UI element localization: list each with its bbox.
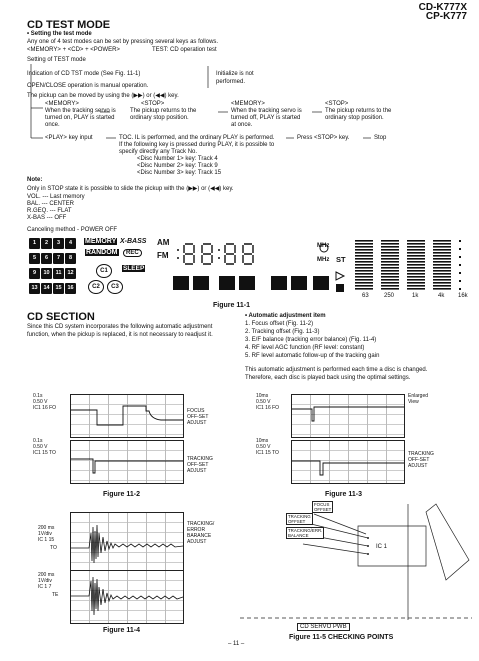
col1-line3: once.: [45, 122, 60, 128]
section-title-cd-test: CD TEST MODE: [27, 19, 111, 31]
fig3-s2-time: 10ms: [256, 438, 269, 444]
page-number: – 11 –: [228, 641, 245, 647]
fig2-scope-1: [70, 394, 184, 438]
pickup-text: The pickup can be moved by using the (▶▶) or (◀◀) key.: [27, 93, 179, 99]
fig3-s1-time: 10ms: [256, 393, 269, 399]
fig3-scope-2: [291, 440, 405, 484]
mhz-indicator-2: MHz: [317, 257, 330, 263]
disc-c3-indicator: C3: [107, 280, 123, 294]
cancel-text: Canceling method - POWER OFF: [27, 227, 118, 233]
model-number-1: CD-K777X: [418, 2, 467, 13]
sleep-indicator: SLEEP: [123, 265, 145, 272]
fig2-s2-time: 0.1s: [33, 438, 43, 444]
cd-servo-pwb-label: CD SERVO PWB: [297, 623, 350, 631]
disc-key-15: 15: [53, 283, 64, 294]
auto-item-1: 1. Focus offset (Fig. 11-2): [245, 321, 314, 327]
note-line3: BAL. --- CENTER: [27, 201, 75, 207]
fig4-scope-1: [70, 512, 184, 571]
auto-item-2: 2. Tracking offset (Fig. 11-3): [245, 329, 320, 335]
stereo-indicator: ST: [336, 255, 346, 264]
col3-line3: at once.: [231, 122, 253, 128]
disc-key-10: 10: [41, 268, 52, 279]
disc-key-13: 13: [29, 283, 40, 294]
cd-section-text-2: function, when the pickup is replaced, it is not necessary to readjust it.: [27, 332, 213, 338]
col4-line2: ordinary stop position.: [325, 115, 384, 121]
fig4-s1-label-3: BARANCE: [187, 533, 212, 539]
test-description: TEST: CD operation test: [152, 47, 217, 53]
fig3-s2-label-3: ADJUST: [408, 463, 428, 469]
col1-key: <MEMORY>: [45, 101, 79, 107]
fig2-s1-label-1: FOCUS: [187, 408, 205, 414]
col2-line1: The pickup returns to the: [130, 108, 197, 114]
note-line1: Only in STOP state it is possible to slide the pickup with the (▶▶) or (◀◀) key.: [27, 186, 234, 192]
display-panel: [27, 238, 472, 302]
memory-indicator: MEMORY: [85, 238, 117, 245]
figure-11-1-caption: Figure 11-1: [213, 302, 250, 309]
fig2-s1-ch: IC1 16 FO: [33, 405, 57, 411]
fig4-s1-sig: TO: [50, 545, 57, 551]
pwb-outline: [240, 500, 479, 640]
fig2-s1-label-2: OFF-SET: [187, 414, 209, 420]
fig2-s2-label-2: OFF-SET: [187, 462, 209, 468]
figure-11-4-caption: Figure 11-4: [103, 627, 140, 634]
disc-key-16: 16: [65, 283, 76, 294]
col2-key: <STOP>: [141, 101, 165, 107]
disc-key-1: 1: [29, 238, 40, 249]
fig3-s1-label-2: View: [408, 399, 419, 405]
model-number-2: CP-K777: [425, 11, 467, 22]
play-line5: <Disc Number 2> key: Track 9: [137, 163, 218, 169]
eq-label-63: 63: [362, 293, 369, 299]
section-title-cd-section: CD SECTION: [27, 311, 95, 323]
setting-heading: • Setting the test mode: [27, 31, 92, 37]
note-line4: R.GEQ. --- FLAT: [27, 208, 72, 214]
fig4-s2-ch: IC 1 7: [38, 584, 52, 590]
disc-key-9: 9: [29, 268, 40, 279]
fig2-s1-volt: 0.50 V: [33, 399, 48, 405]
col3-key: <MEMORY>: [231, 101, 265, 107]
play-line4: <Disc Number 1> key: Track 4: [137, 156, 218, 162]
fig3-s2-label-1: TRACKING: [408, 451, 434, 457]
auto-item-3: 3. E/F balance (tracking error balance) (Fig. 11-4): [245, 337, 377, 343]
openclose-text: OPEN/CLOSE operation is manual operation.: [27, 83, 149, 89]
fig4-scope-2: [70, 570, 184, 624]
col4-key: <STOP>: [325, 101, 349, 107]
fm-indicator: FM: [157, 251, 169, 260]
fig2-s1-time: 0.1s: [33, 393, 43, 399]
figure-11-3-caption: Figure 11-3: [325, 491, 362, 498]
auto-item-4: 4. RF level AGC function (RF level: constant): [245, 345, 365, 351]
tracking-balance-box: TRACKING/ERR. BALANCE: [288, 528, 323, 538]
note-line2: VOL. --- Last memory: [27, 194, 85, 200]
disc-key-6: 6: [41, 253, 52, 264]
fig4-s2-volt: 1V/div: [38, 578, 52, 584]
col4-line1: The pickup returns to the: [325, 108, 392, 114]
figure-11-5-caption: Figure 11-5 CHECKING POINTS: [289, 634, 394, 641]
auto-item-5: 5. RF level automatic follow-up of the tracking gain: [245, 353, 380, 359]
disc-key-5: 5: [29, 253, 40, 264]
play-key: <PLAY> key input: [45, 135, 93, 141]
fig4-s2-time: 200 ms: [38, 572, 55, 578]
note-label: Note:: [27, 177, 43, 183]
fig4-s1-label-2: ERROR: [187, 527, 206, 533]
fig3-s1-ch: IC1 16 FO: [256, 405, 280, 411]
fig3-scope-1: [291, 394, 405, 438]
fig4-s1-volt: 1V/div: [38, 531, 52, 537]
focus-offset-box: FOCUS OFFSET: [314, 502, 332, 512]
setting-label: Setting of TEST mode: [27, 57, 86, 63]
segment-display: [147, 238, 477, 302]
intro-text: Any one of 4 test modes can be set by pressing several keys as follows.: [27, 39, 219, 45]
fig2-s2-label-1: TRACKING: [187, 456, 213, 462]
auto-adjust-title: • Automatic adjustment item: [245, 313, 326, 319]
play-line6: <Disc Number 3> key: Track 15: [137, 170, 222, 176]
fig2-scope-2: [70, 440, 184, 484]
fig4-s1-time: 200 ms: [38, 525, 55, 531]
fig4-s1-label-4: ADJUST: [187, 539, 207, 545]
stop-label: Stop: [374, 135, 387, 141]
disc-key-3: 3: [53, 238, 64, 249]
disc-key-12: 12: [65, 268, 76, 279]
fig3-s2-label-2: OFF-SET: [408, 457, 430, 463]
fig4-s1-label-1: TRACKING/: [187, 521, 215, 527]
fig2-s1-label-3: ADJUST: [187, 420, 207, 426]
key-combo: <MEMORY> + <CD> + <POWER>: [27, 47, 120, 53]
disc-c1-indicator: C1: [96, 264, 112, 278]
performed-text: performed.: [216, 79, 246, 85]
col2-line2: ordinary stop position.: [130, 115, 189, 121]
note-line5: X-BAS --- OFF: [27, 215, 67, 221]
disc-key-7: 7: [53, 253, 64, 264]
col1-line2: turned on, PLAY is started: [45, 115, 115, 121]
disc-key-14: 14: [41, 283, 52, 294]
fig3-s2-volt: 0.50 V: [256, 444, 271, 450]
flow-lines: [0, 0, 479, 200]
fig4-s1-ch: IC 1 15: [38, 537, 55, 543]
figure-11-2-caption: Figure 11-2: [103, 491, 140, 498]
eq-label-4k: 4k: [438, 293, 445, 299]
eq-label-16k: 16k: [458, 293, 468, 299]
disc-c2-indicator: C2: [88, 280, 104, 294]
fig4-s2-sig: TE: [52, 592, 59, 598]
auto-text-2: Therefore, each disc is played back using the optimal settings.: [245, 375, 411, 381]
random-indicator: RANDOM: [86, 249, 118, 256]
col3-line2: turned off, PLAY is started: [231, 115, 301, 121]
eq-label-1k: 1k: [412, 293, 419, 299]
eq-label-250: 250: [384, 293, 395, 299]
ic1-label: IC 1: [376, 544, 388, 550]
play-line1: TOC. IL is performed, and the ordinary PLAY is performed.: [119, 135, 275, 141]
disc-key-4: 4: [65, 238, 76, 249]
cd-section-text-1: Since this CD system incorporates the following automatic adjustment: [27, 324, 213, 330]
press-stop: Press <STOP> key.: [297, 135, 350, 141]
initialize-text: Initialize is not: [216, 71, 254, 77]
fig2-s2-volt: 0.50 V: [33, 444, 48, 450]
col3-line1: When the tracking servo is: [231, 108, 302, 114]
xbass-indicator: X-BASS: [120, 238, 147, 245]
fig2-s2-label-3: ADJUST: [187, 468, 207, 474]
am-indicator: AM: [157, 238, 170, 247]
disc-key-11: 11: [53, 268, 64, 279]
disc-key-8: 8: [65, 253, 76, 264]
fig3-s1-volt: 0.50 V: [256, 399, 271, 405]
indication-text: Indication of CD TST mode (See Fig. 11-1): [27, 71, 141, 77]
fig3-s1-label-1: Enlarged: [408, 393, 429, 399]
disc-key-2: 2: [41, 238, 52, 249]
auto-text-1: This automatic adjustment is performed each time a disc is changed.: [245, 367, 428, 373]
fig2-s2-ch: IC1 15 TO: [33, 450, 56, 456]
play-line3: specify directly any Track No.: [119, 149, 198, 155]
rec-indicator: REC: [123, 249, 142, 257]
play-line2: If the following key is pressed during PLAY, it is possible to: [119, 142, 275, 148]
mhz-indicator-1: MHz: [317, 243, 330, 249]
col1-line1: When the tracking servo is: [45, 108, 116, 114]
tracking-offset-box: TRACKING OFFSET: [288, 514, 311, 524]
fig3-s2-ch: IC1 15 TO: [256, 450, 279, 456]
